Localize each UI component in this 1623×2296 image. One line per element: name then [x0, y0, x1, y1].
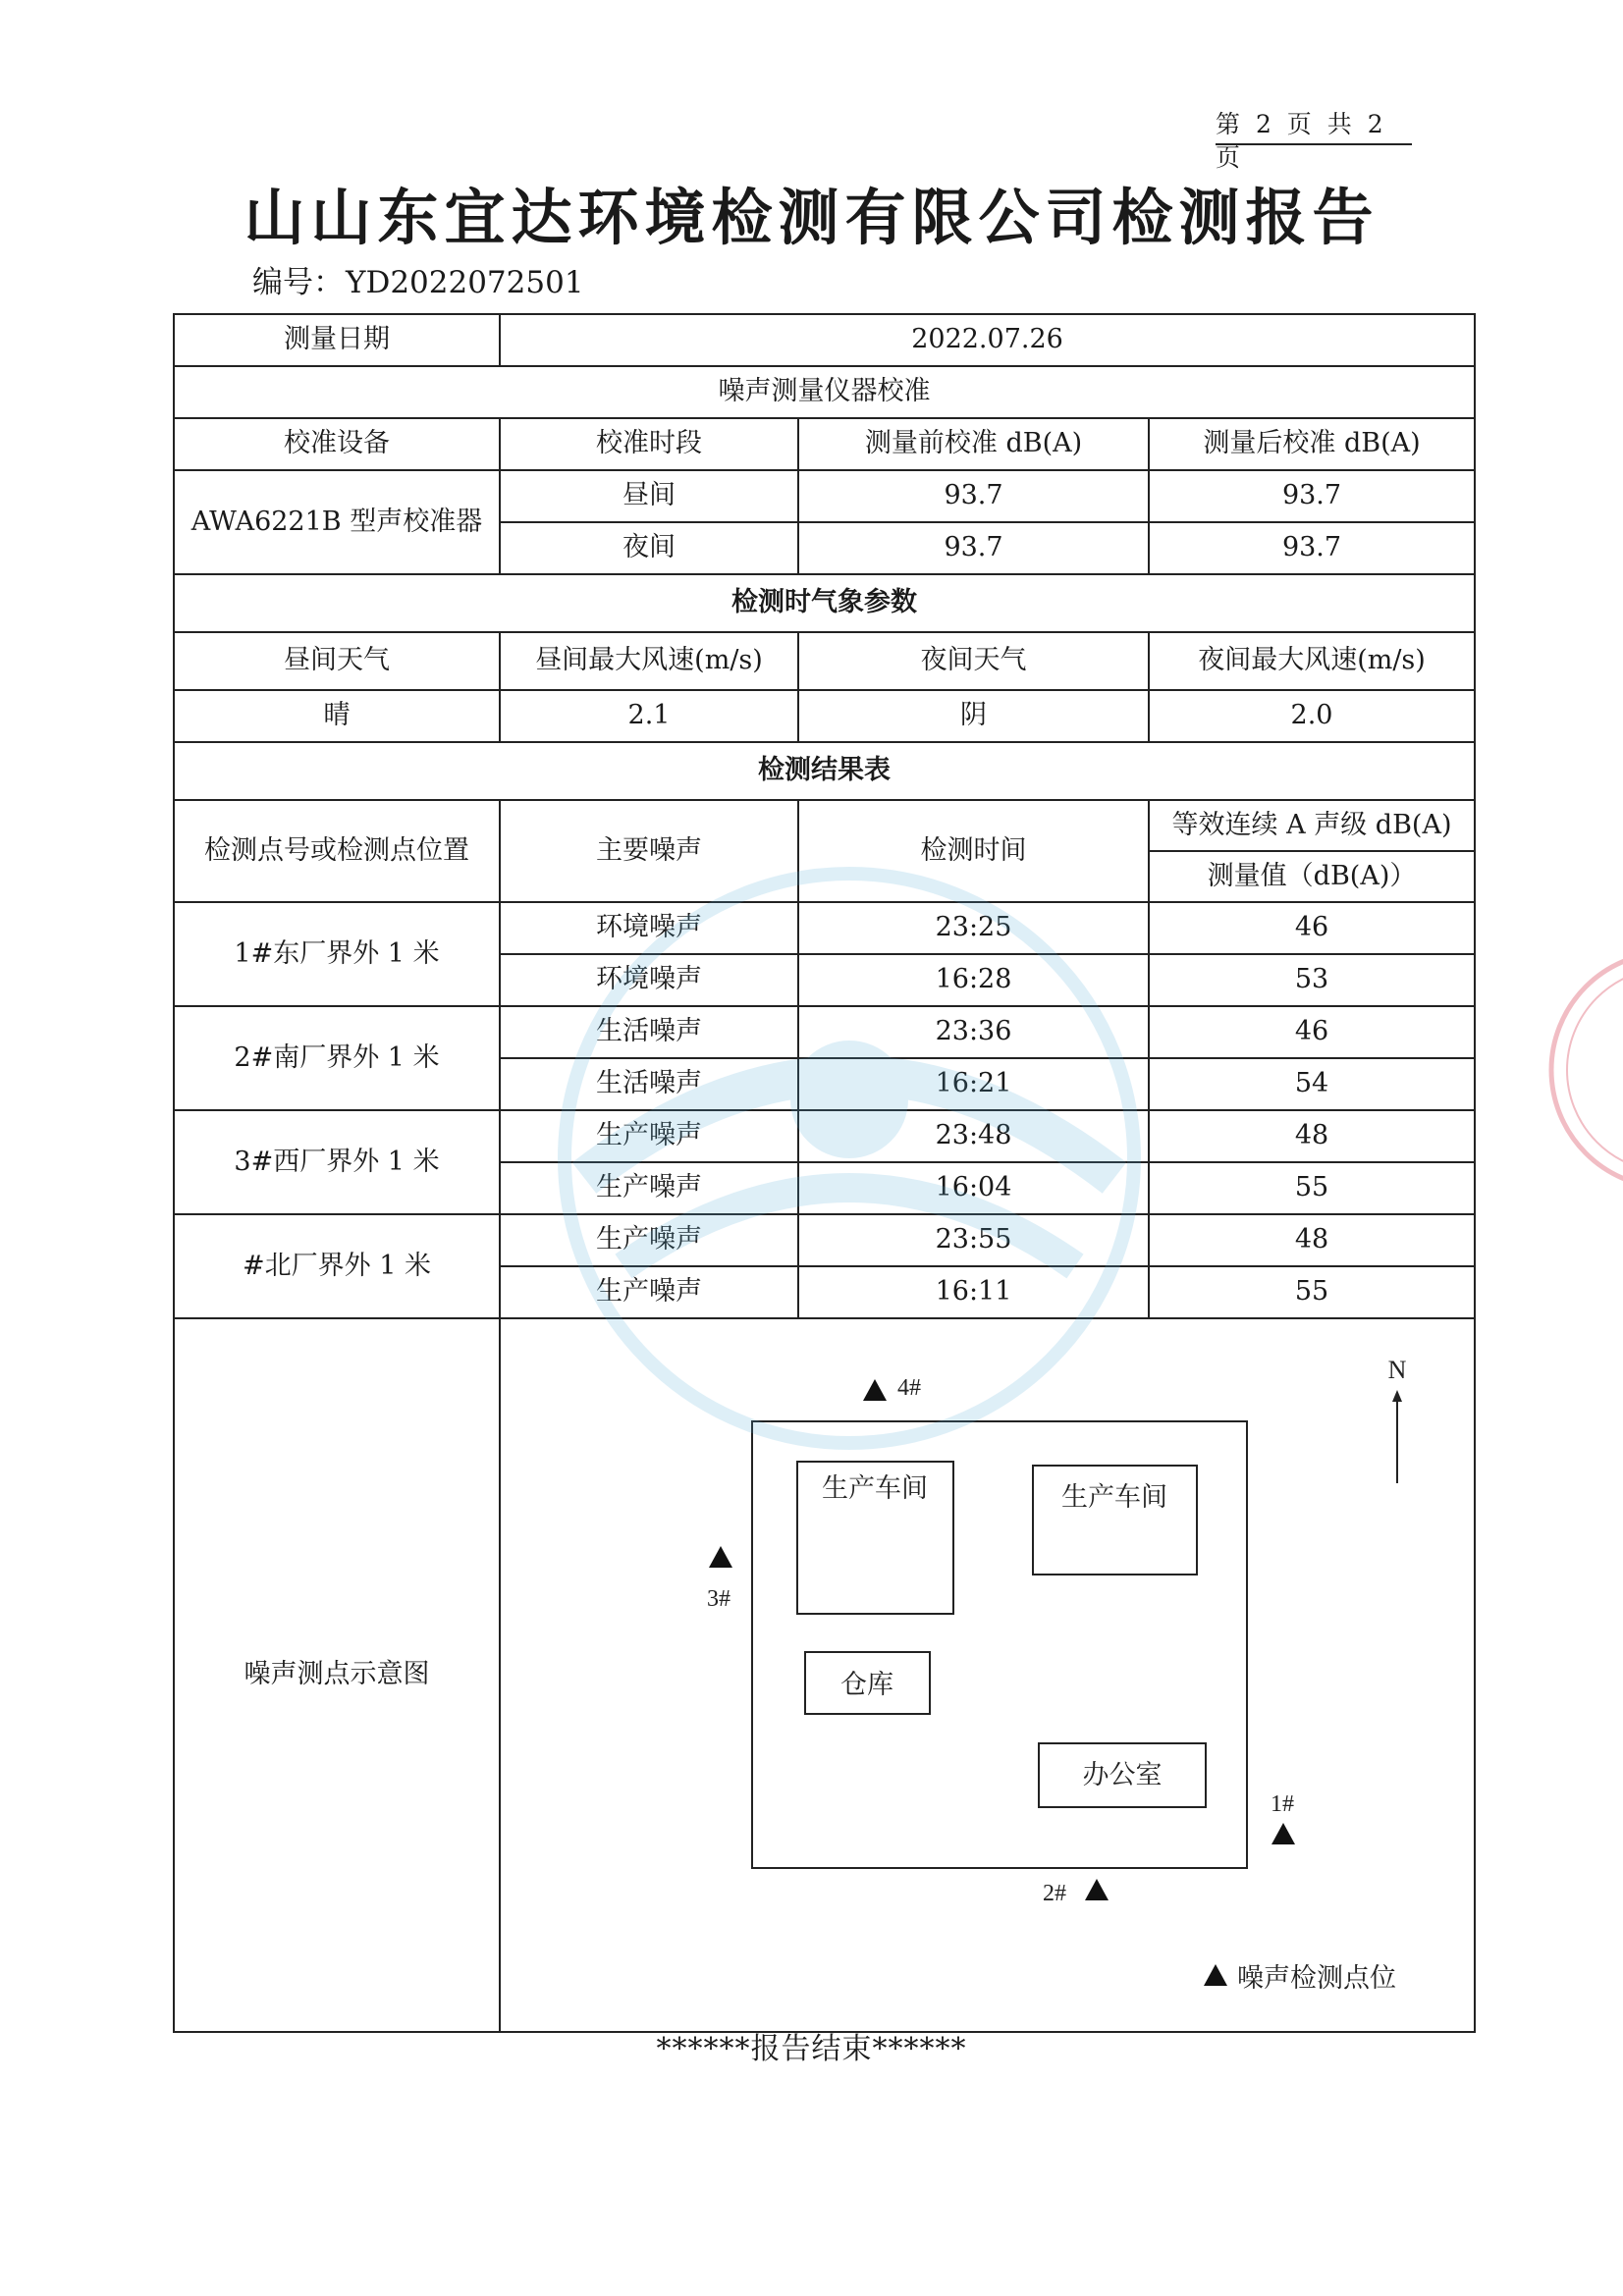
measure-time: 16:28 [798, 954, 1149, 1006]
point-4-marker-icon [863, 1379, 887, 1401]
diagram-label: 噪声测点示意图 [174, 1318, 500, 2032]
point-1-marker-icon [1271, 1823, 1295, 1844]
site-diagram [501, 1319, 1474, 2029]
north-label: N [1387, 1356, 1407, 1384]
weather-header-night: 夜间天气 [798, 632, 1149, 690]
measured-value: 53 [1149, 954, 1475, 1006]
point-name: 1#东厂界外 1 米 [174, 902, 500, 1006]
legend-marker-icon [1204, 1964, 1227, 1986]
measured-value: 48 [1149, 1214, 1475, 1266]
report-number-value: YD2022072501 [346, 265, 584, 300]
point-2-marker-icon [1085, 1879, 1109, 1900]
point-name: #北厂界外 1 米 [174, 1214, 500, 1318]
noise-type: 生活噪声 [500, 1006, 798, 1058]
calibration-period: 夜间 [500, 522, 798, 574]
calibration-device: AWA6221B 型声校准器 [174, 470, 500, 574]
report-title: 山山东宜达环境检测有限公司检测报告 [243, 182, 1380, 253]
point-1-label: 1# [1271, 1791, 1294, 1817]
measure-time: 23:25 [798, 902, 1149, 954]
building-workshop-1-label: 生产车间 [822, 1473, 928, 1503]
noise-type: 环境噪声 [500, 954, 798, 1006]
measure-time: 23:36 [798, 1006, 1149, 1058]
measure-time: 16:04 [798, 1162, 1149, 1214]
measure-time: 16:11 [798, 1266, 1149, 1318]
noise-type: 环境噪声 [500, 902, 798, 954]
weather-day: 晴 [174, 690, 500, 742]
point-2-label: 2# [1043, 1881, 1066, 1906]
results-header-noise: 主要噪声 [500, 800, 798, 902]
measure-date-label: 测量日期 [174, 314, 500, 366]
calibration-section-title: 噪声测量仪器校准 [174, 366, 1475, 418]
weather-night-wind: 2.0 [1149, 690, 1475, 742]
calibration-after: 93.7 [1149, 522, 1475, 574]
seal-inner-ring [1567, 968, 1623, 1172]
noise-type: 生产噪声 [500, 1266, 798, 1318]
measured-value: 54 [1149, 1058, 1475, 1110]
weather-night: 阴 [798, 690, 1149, 742]
measure-time: 23:55 [798, 1214, 1149, 1266]
measure-date-value: 2022.07.26 [500, 314, 1475, 366]
point-3-marker-icon [709, 1546, 732, 1568]
calibration-header-period: 校准时段 [500, 418, 798, 470]
weather-section-title: 检测时气象参数 [174, 574, 1475, 632]
results-header-measured: 测量值（dB(A)） [1149, 851, 1475, 902]
measure-time: 16:21 [798, 1058, 1149, 1110]
page-number: 第 2 页 共 2 页 [1216, 108, 1412, 145]
north-arrow-icon [1392, 1390, 1402, 1402]
calibration-header-device: 校准设备 [174, 418, 500, 470]
results-header-level: 等效连续 A 声级 dB(A) [1149, 800, 1475, 851]
point-name: 2#南厂界外 1 米 [174, 1006, 500, 1110]
seal-ring [1551, 952, 1623, 1188]
report-number [250, 263, 584, 302]
calibration-before: 93.7 [798, 470, 1149, 522]
noise-type: 生活噪声 [500, 1058, 798, 1110]
weather-header-day-wind: 昼间最大风速(m/s) [500, 632, 798, 690]
results-section-title: 检测结果表 [174, 742, 1475, 800]
noise-type: 生产噪声 [500, 1110, 798, 1162]
report-number-label: 编号： [252, 265, 344, 300]
measured-value: 55 [1149, 1162, 1475, 1214]
weather-header-night-wind: 夜间最大风速(m/s) [1149, 632, 1475, 690]
legend-label: 噪声检测点位 [1237, 1963, 1396, 1993]
building-warehouse-label: 仓库 [840, 1670, 893, 1699]
point-name: 3#西厂界外 1 米 [174, 1110, 500, 1214]
measured-value: 46 [1149, 1006, 1475, 1058]
measured-value: 46 [1149, 902, 1475, 954]
report-table [173, 313, 1476, 2033]
point-4-label: 4# [897, 1375, 921, 1401]
diagram-cell [500, 1318, 1475, 2032]
building-office-label: 办公室 [1082, 1760, 1163, 1789]
company-seal [1532, 942, 1623, 1198]
point-3-label: 3# [707, 1586, 730, 1612]
measure-time: 23:48 [798, 1110, 1149, 1162]
noise-type: 生产噪声 [500, 1214, 798, 1266]
results-header-point: 检测点号或检测点位置 [174, 800, 500, 902]
measured-value: 48 [1149, 1110, 1475, 1162]
report-end: ******报告结束****** [656, 2032, 967, 2066]
calibration-after: 93.7 [1149, 470, 1475, 522]
building-workshop-2-label: 生产车间 [1061, 1482, 1167, 1512]
calibration-header-after: 测量后校准 dB(A) [1149, 418, 1475, 470]
calibration-before: 93.7 [798, 522, 1149, 574]
noise-type: 生产噪声 [500, 1162, 798, 1214]
calibration-header-before: 测量前校准 dB(A) [798, 418, 1149, 470]
weather-header-day: 昼间天气 [174, 632, 500, 690]
calibration-period: 昼间 [500, 470, 798, 522]
measured-value: 55 [1149, 1266, 1475, 1318]
weather-day-wind: 2.1 [500, 690, 798, 742]
results-header-time: 检测时间 [798, 800, 1149, 902]
